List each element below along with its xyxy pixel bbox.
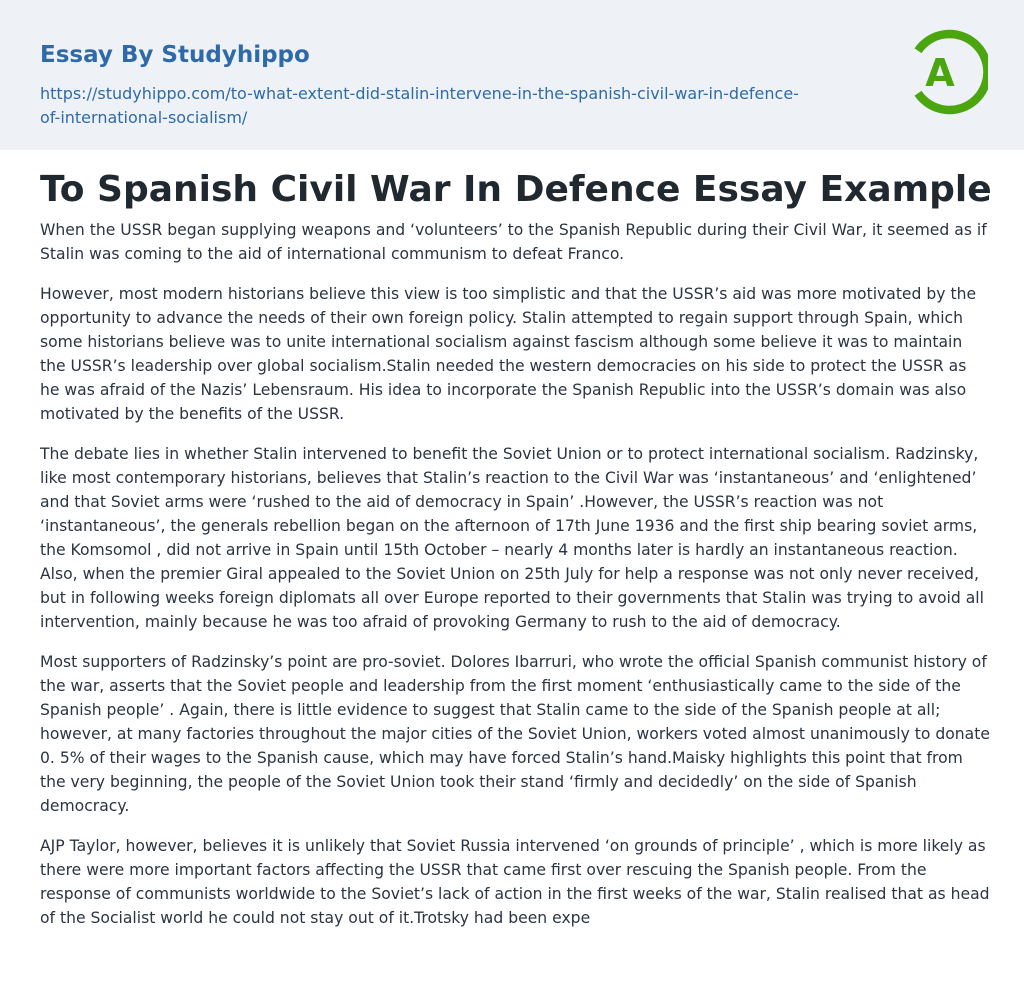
essay-paragraph: When the USSR began supplying weapons and ‘volunteers’ to the Spanish Republic during their Civil War, it seemed as if Stalin was coming to the aid of international communism to defeat Franco. (40, 221, 987, 263)
studyhippo-logo-icon[interactable] (908, 28, 988, 116)
essay-paragraph: Most supporters of Radzinsky’s point are pro-soviet. Dolores Ibarruri, who wrote the official Spanish communist history of the war, asserts that the Soviet people and leadership from the first moment ‘enthusiastically came to the side of the Spanish people’ . Again, there is little evidence to suggest that Stalin came to the side of the Spanish people at all; however, at many factories throughout the major cities of the Soviet Union, workers voted almost unanimously to donate 0. 5% of their wages to the Spanish cause, which may have forced Stalin’s hand.Maisky highlights this point that from the very beginning, the people of the Soviet Union took their stand ‘firmly and decidedly’ on the side of Spanish democracy. (40, 653, 990, 815)
essay-content (40, 168, 990, 946)
page-title: To Spanish Civil War In Defence Essay Example (40, 169, 992, 210)
site-header (0, 0, 1024, 150)
site-title: Essay By Studyhippo (40, 42, 310, 68)
essay-paragraph: However, most modern historians believe this view is too simplistic and that the USSR’s aid was more motivated by the opportunity to advance the needs of their own foreign policy. Stalin attempted to regain support through Spain, which some historians believe was to unite international socialism against fascism although some believe it was to maintain the USSR’s leadership over global socialism.Stalin needed the western democracies on his side to protect the USSR as he was afraid of the Nazis’ Lebensraum. His idea to incorporate the Spanish Republic into the USSR’s domain was also motivated by the benefits of the USSR. (40, 285, 977, 423)
logo-letter: A (925, 51, 955, 95)
essay-paragraph: The debate lies in whether Stalin intervened to benefit the Soviet Union or to protect international socialism. Radzinsky, like most contemporary historians, believes that Stalin’s reaction to the Civil War was ‘instantaneous’ and ‘enlightened’ and that Soviet arms were ‘rushed to the aid of democracy in Spain’ .However, the USSR’s reaction was not ‘instantaneous’, the generals rebellion began on the afternoon of 17th June 1936 and the first ship bearing soviet arms, the Komsomol , did not arrive in Spain until 15th October – nearly 4 months later is hardly an instantaneous reaction. Also, when the premier Giral appealed to the Soviet Union on 25th July for help a response was not only never received, but in following weeks foreign diplomats all over Europe reported to their governments that Stalin was trying to avoid all intervention, mainly because he was too afraid of provoking Germany to rush to the aid of democracy. (40, 445, 984, 631)
essay-url-link[interactable]: https://studyhippo.com/to-what-extent-did-stalin-intervene-in-the-spanish-civil-war-in-defence-of-international-socialism/ (40, 84, 799, 127)
essay-paragraph: AJP Taylor, however, believes it is unlikely that Soviet Russia intervened ‘on grounds of principle’ , which is more likely as there were more important factors affecting the USSR that came first over rescuing the Spanish people. From the response of communists worldwide to the Soviet’s lack of action in the first weeks of the war, Stalin realised that as head of the Socialist world he could not stay out of it.Trotsky had been expe (40, 837, 990, 927)
